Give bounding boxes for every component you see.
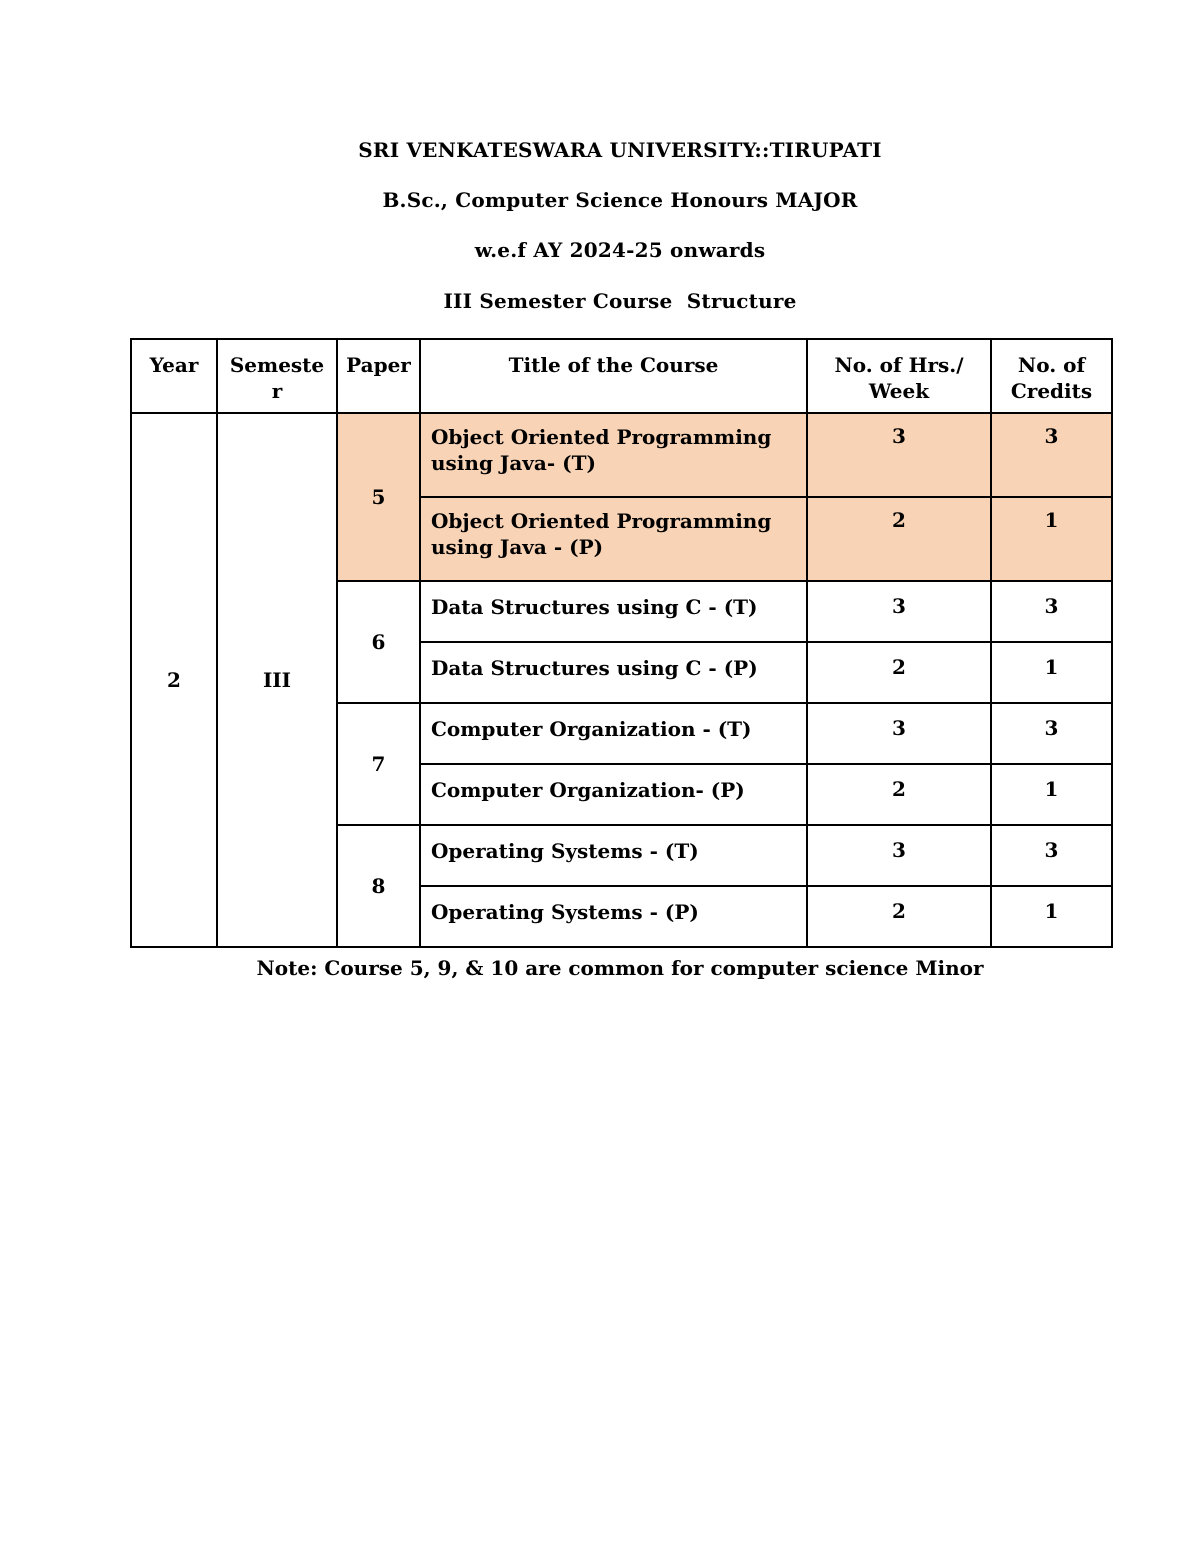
header-year [131, 339, 217, 413]
footnote: Note: Course 5, 9, & 10 are common for computer science Minor [256, 956, 984, 980]
course-hours: 3 [807, 581, 991, 642]
header-paper-label: Paper [346, 353, 411, 377]
course-credits: 1 [991, 497, 1112, 581]
course-credits: 3 [991, 703, 1112, 764]
course-structure-table [130, 338, 1113, 948]
course-hours: 3 [807, 825, 991, 886]
semester-cell: III [217, 413, 337, 947]
paper-cell: 5 [337, 413, 420, 581]
structure-title: III Semester Course Structure [443, 289, 797, 313]
course-title: Computer Organization - (T) [420, 703, 807, 764]
course-credits: 3 [991, 413, 1112, 497]
course-hours: 3 [807, 703, 991, 764]
course-credits: 3 [991, 825, 1112, 886]
header-hours-label: No. of Hrs./ Week [834, 353, 964, 403]
table-header-row [131, 339, 1112, 413]
course-hours: 2 [807, 764, 991, 825]
header-credits [991, 339, 1112, 413]
table-row [131, 413, 1112, 497]
header-title [420, 339, 807, 413]
header-semester-label: Semester [229, 353, 325, 403]
course-hours: 2 [807, 642, 991, 703]
course-title: Operating Systems - (P) [420, 886, 807, 947]
paper-cell: 8 [337, 825, 420, 947]
header-title-label: Title of the Course [508, 353, 719, 377]
paper-cell: 7 [337, 703, 420, 825]
course-credits: 1 [991, 642, 1112, 703]
course-title: Computer Organization- (P) [420, 764, 807, 825]
header-paper [337, 339, 420, 413]
header-semester [217, 339, 337, 413]
course-title: Operating Systems - (T) [420, 825, 807, 886]
header-year-label: Year [149, 353, 199, 377]
course-title: Data Structures using C - (P) [420, 642, 807, 703]
effective-year: w.e.f AY 2024-25 onwards [474, 238, 766, 262]
course-credits: 1 [991, 886, 1112, 947]
program-title: B.Sc., Computer Science Honours MAJOR [382, 188, 858, 212]
year-cell: 2 [131, 413, 217, 947]
course-credits: 1 [991, 764, 1112, 825]
paper-cell: 6 [337, 581, 420, 703]
course-title: Data Structures using C - (T) [420, 581, 807, 642]
course-credits: 3 [991, 581, 1112, 642]
course-hours: 2 [807, 497, 991, 581]
university-title: SRI VENKATESWARA UNIVERSITY::TIRUPATI [358, 138, 882, 162]
course-title: Object Oriented Programming using Java- (T) [420, 413, 807, 497]
course-hours: 3 [807, 413, 991, 497]
course-hours: 2 [807, 886, 991, 947]
course-title: Object Oriented Programming using Java - (P) [420, 497, 807, 581]
header-hours [807, 339, 991, 413]
header-credits-label: No. of Credits [1010, 353, 1093, 403]
